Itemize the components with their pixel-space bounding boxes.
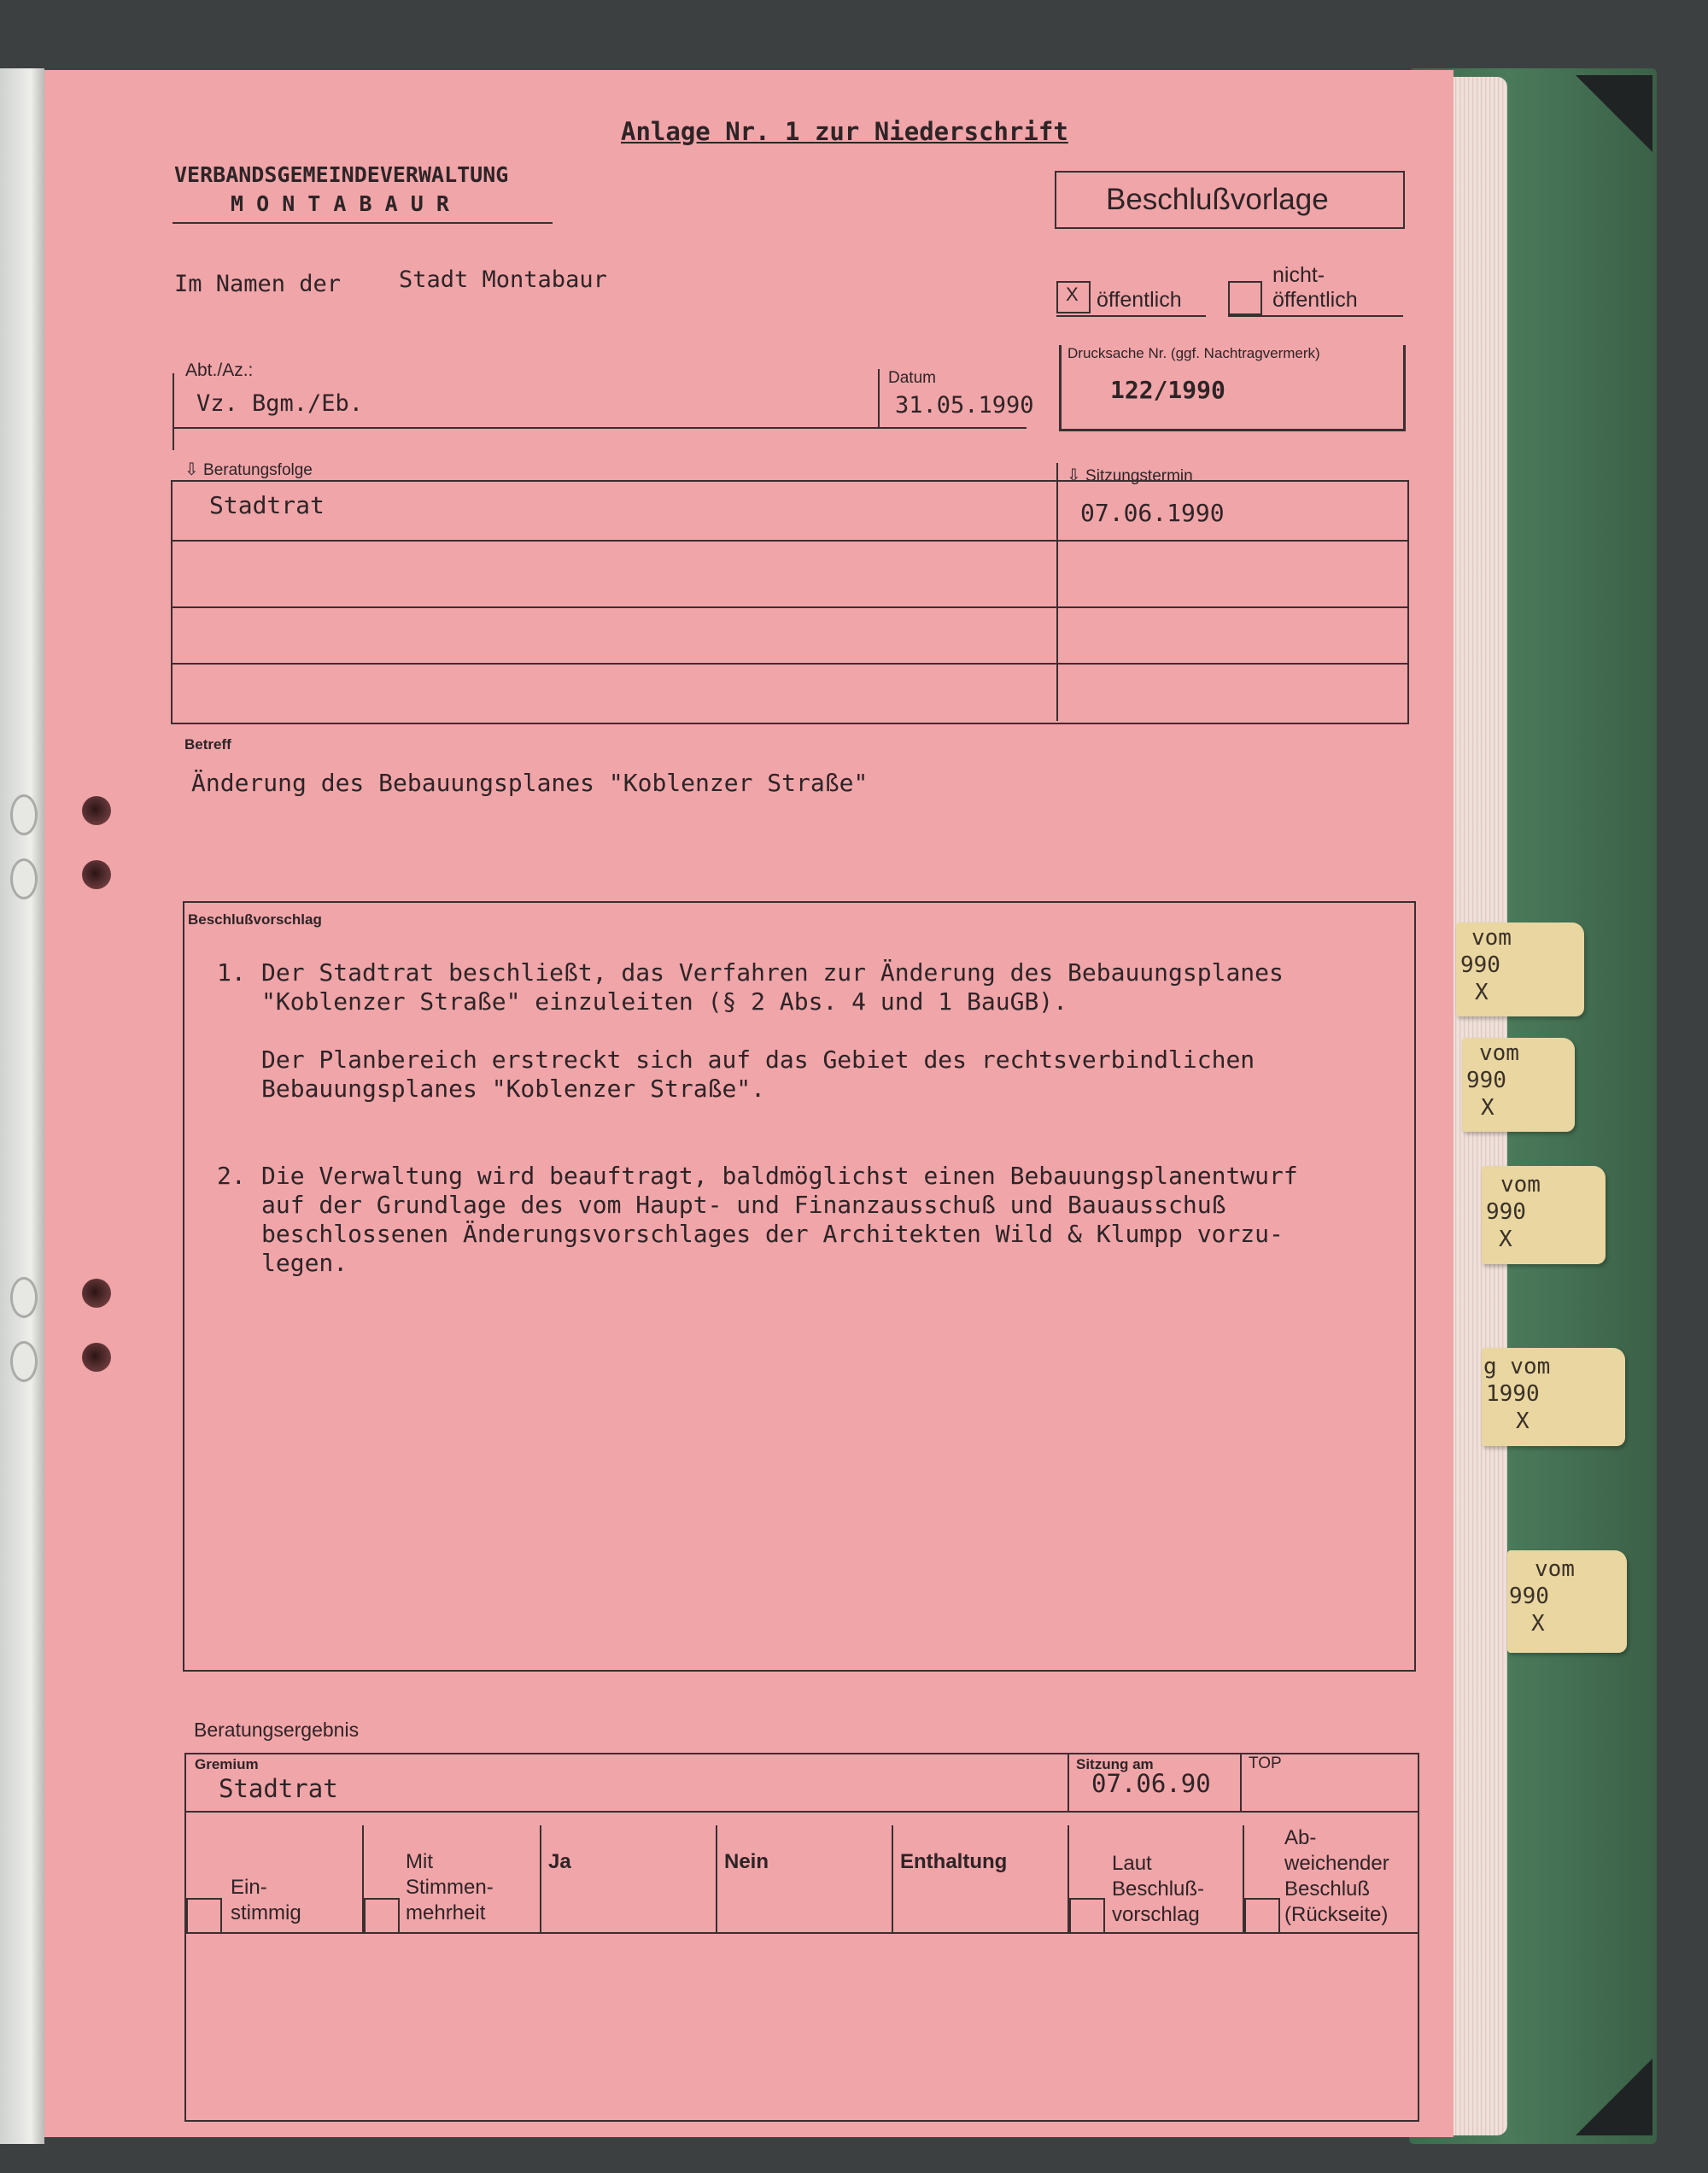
proposal-label: Beschlußvorschlag — [188, 911, 322, 928]
vote-col-line — [540, 1825, 541, 1934]
punch-hole — [82, 860, 111, 889]
left-page-edge — [0, 68, 44, 2144]
index-tab[interactable] — [1482, 1348, 1625, 1446]
beratungsfolge-label — [184, 459, 313, 480]
abweichend-checkbox[interactable] — [1244, 1898, 1280, 1934]
laut-label: vorschlag — [1112, 1903, 1200, 1926]
public-checkbox[interactable] — [1056, 281, 1091, 313]
nein-label: Nein — [724, 1850, 769, 1873]
sequence-body: Stadtrat — [209, 491, 325, 519]
subject-value: Änderung des Bebauungsplanes "Koblenzer Straße" — [191, 769, 869, 797]
sequence-date: 07.06.1990 — [1080, 499, 1225, 527]
mehrheit-label: mehrheit — [406, 1901, 486, 1924]
public-mark: X — [1066, 284, 1079, 305]
public-underline — [1056, 315, 1206, 317]
proposal-text: legen. — [261, 1249, 348, 1277]
tab-text: g vom — [1483, 1354, 1551, 1379]
nonpublic-underline — [1228, 315, 1403, 317]
mehrheit-label: Stimmen- — [406, 1876, 494, 1899]
doc-type-box — [1055, 171, 1405, 229]
gremium-label: Gremium — [195, 1756, 259, 1772]
print-label: Drucksache Nr. (ggf. Nachtragvermerk) — [1068, 345, 1320, 361]
proposal-box — [183, 901, 1416, 1672]
binder-ring — [10, 858, 38, 899]
proposal-text: "Koblenzer Straße" einzuleiten (§ 2 Abs. 4 und 1 BauGB). — [261, 987, 1068, 1016]
binder-corner-bottom — [1576, 2059, 1652, 2135]
nonpublic-label-1: nicht- — [1272, 263, 1325, 287]
ref-bottom-line — [173, 427, 1027, 429]
abt-label: Abt./Az.: — [185, 360, 254, 380]
proposal-item-number: 1. — [217, 958, 246, 987]
vote-col-line — [716, 1825, 717, 1934]
proposal-text: auf der Grundlage des vom Haupt- und Finanzausschuß und Bauausschuß — [261, 1191, 1226, 1219]
org-name: VERBANDSGEMEINDEVERWALTUNG — [174, 162, 509, 187]
tab-text: X — [1531, 1611, 1545, 1637]
proposal-text: Der Stadtrat beschließt, das Verfahren zur Änderung des Bebauungsplanes — [261, 958, 1284, 987]
on-behalf-label: Im Namen der — [174, 271, 342, 297]
vote-col-line — [892, 1825, 893, 1934]
binder-ring — [10, 1341, 38, 1382]
ref-divider — [878, 369, 880, 429]
mehrheit-checkbox[interactable] — [364, 1898, 400, 1934]
tab-text: vom — [1500, 1172, 1541, 1198]
header-underline — [173, 222, 553, 224]
ref-left-border — [173, 373, 174, 450]
tab-text: 990 — [1509, 1584, 1549, 1609]
laut-label: Laut — [1112, 1852, 1152, 1875]
laut-checkbox[interactable] — [1069, 1898, 1105, 1934]
punch-hole — [82, 796, 111, 825]
arrow-down-icon: ⇩ — [184, 460, 199, 479]
tab-text: 990 — [1486, 1199, 1526, 1225]
tab-text: 990 — [1466, 1068, 1506, 1093]
abt-value: Vz. Bgm./Eb. — [196, 390, 364, 417]
laut-label: Beschluß- — [1112, 1877, 1205, 1901]
top-label: TOP — [1249, 1754, 1282, 1772]
tab-text: X — [1499, 1227, 1512, 1252]
index-tab[interactable] — [1462, 1038, 1575, 1132]
proposal-item-number: 2. — [217, 1162, 246, 1190]
proposal-text: Die Verwaltung wird beauftragt, baldmöglichst einen Bebauungsplanentwurf — [261, 1162, 1298, 1190]
sitzung-label: Sitzung am — [1076, 1756, 1154, 1772]
document-sheet — [44, 70, 1454, 2137]
ja-label: Ja — [548, 1850, 571, 1873]
abweichend-label: Beschluß — [1284, 1877, 1371, 1901]
tab-text: vom — [1535, 1556, 1575, 1582]
punch-hole — [82, 1343, 111, 1372]
subject-label: Betreff — [184, 736, 231, 753]
result-row-line — [184, 1811, 1419, 1813]
proposal-text: beschlossenen Änderungsvorschlages der Architekten Wild & Klumpp vorzu- — [261, 1220, 1284, 1248]
index-tab[interactable] — [1507, 1550, 1627, 1653]
result-table — [184, 1753, 1419, 2122]
sitzung-value: 07.06.90 — [1091, 1769, 1211, 1798]
result-col-line — [1240, 1753, 1242, 1813]
result-col-line — [1068, 1753, 1069, 1813]
proposal-text: Bebauungsplanes "Koblenzer Straße". — [261, 1075, 766, 1103]
sitzungstermin-text: Sitzungstermin — [1085, 467, 1193, 485]
result-label: Beratungsergebnis — [194, 1719, 360, 1741]
einstimmig-checkbox[interactable] — [186, 1898, 222, 1934]
annex-title: Anlage Nr. 1 zur Niederschrift — [621, 117, 1068, 146]
abweichend-label: weichender — [1284, 1852, 1389, 1875]
sequence-row-line — [171, 606, 1407, 608]
nonpublic-label-2: öffentlich — [1272, 288, 1358, 312]
tab-text: 990 — [1460, 952, 1500, 978]
beratungsfolge-text: Beratungsfolge — [203, 461, 313, 479]
index-tab[interactable] — [1482, 1166, 1606, 1264]
public-label: öffentlich — [1097, 288, 1182, 312]
abweichend-label: (Rückseite) — [1284, 1903, 1389, 1926]
org-city: M O N T A B A U R — [231, 191, 449, 216]
print-value: 122/1990 — [1110, 376, 1225, 404]
sequence-row-line — [171, 663, 1407, 665]
gremium-value: Stadtrat — [219, 1774, 338, 1803]
einstimmig-label: stimmig — [231, 1901, 301, 1924]
binder-ring — [10, 1277, 38, 1318]
binder-corner-top — [1576, 75, 1652, 152]
tab-text: X — [1516, 1409, 1530, 1434]
index-tab[interactable] — [1456, 922, 1584, 1016]
proposal-text: Der Planbereich erstreckt sich auf das Gebiet des rechtsverbindlichen — [261, 1046, 1255, 1074]
on-behalf-value: Stadt Montabaur — [399, 266, 607, 293]
mehrheit-label: Mit — [406, 1850, 433, 1873]
tab-text: vom — [1479, 1040, 1519, 1066]
tab-text: X — [1475, 980, 1489, 1005]
sequence-col-divider — [1056, 463, 1058, 721]
date-value: 31.05.1990 — [895, 392, 1034, 419]
nonpublic-checkbox[interactable] — [1228, 281, 1262, 315]
tab-text: 1990 — [1486, 1381, 1540, 1407]
doc-type: Beschlußvorlage — [1106, 183, 1329, 216]
einstimmig-label: Ein- — [231, 1876, 267, 1899]
punch-hole — [82, 1279, 111, 1308]
arrow-down-icon: ⇩ — [1067, 466, 1081, 485]
date-label: Datum — [888, 369, 936, 387]
binder-ring — [10, 794, 38, 835]
tab-text: vom — [1471, 925, 1512, 951]
abweichend-label: Ab- — [1284, 1826, 1317, 1849]
sequence-row-line — [171, 540, 1407, 542]
tab-text: X — [1481, 1095, 1494, 1121]
enthaltung-label: Enthaltung — [900, 1850, 1008, 1873]
